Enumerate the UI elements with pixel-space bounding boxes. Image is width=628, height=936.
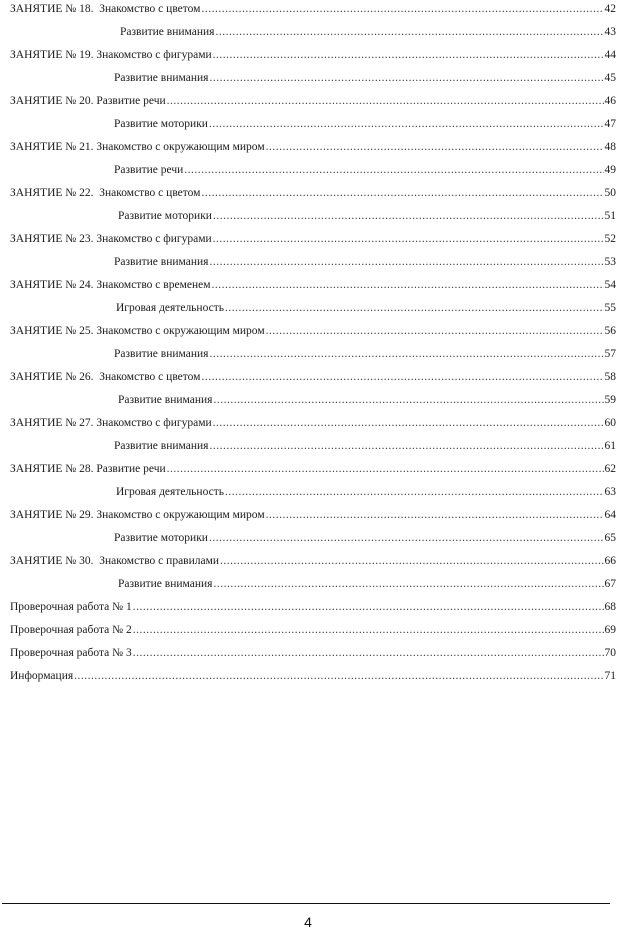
toc-subentry bbox=[118, 207, 616, 225]
toc-entry bbox=[10, 322, 616, 340]
toc-entry-label: ЗАНЯТИЕ № 26. Знакомство с цветом bbox=[10, 371, 201, 383]
toc-entry-page: 52 bbox=[604, 233, 616, 245]
toc-entry bbox=[10, 644, 616, 662]
toc-entry-label: ЗАНЯТИЕ № 18. Знакомство с цветом bbox=[10, 3, 201, 15]
toc-entry-label: ЗАНЯТИЕ № 21. Знакомство с окружающим миром bbox=[10, 141, 265, 153]
toc-subentry bbox=[114, 115, 616, 133]
toc-entry-page: 69 bbox=[604, 624, 616, 636]
toc-entry-page: 64 bbox=[604, 509, 616, 521]
toc-entry-page: 55 bbox=[604, 302, 616, 314]
toc-entry-label: ЗАНЯТИЕ № 28. Развитие речи bbox=[10, 463, 166, 475]
toc-entry-page: 44 bbox=[604, 49, 616, 61]
toc-entry-label: Развитие внимания bbox=[114, 440, 209, 452]
dot-leader bbox=[133, 644, 604, 662]
toc-subentry bbox=[114, 161, 616, 179]
toc-entry-label: Игровая деятельность bbox=[116, 302, 224, 314]
toc-subentry bbox=[116, 483, 616, 501]
toc-entry-label: ЗАНЯТИЕ № 25. Знакомство с окружающим миром bbox=[10, 325, 265, 337]
dot-leader bbox=[209, 529, 604, 547]
dot-leader bbox=[209, 345, 603, 363]
toc-entry-label: ЗАНЯТИЕ № 23. Знакомство с фигурами bbox=[10, 233, 212, 245]
dot-leader bbox=[201, 368, 603, 386]
dot-leader bbox=[184, 161, 603, 179]
dot-leader bbox=[201, 0, 603, 18]
toc-entry-page: 47 bbox=[604, 118, 616, 130]
toc-entry-label: Развитие внимания bbox=[114, 256, 209, 268]
toc-entry-label: Игровая деятельность bbox=[116, 486, 224, 498]
toc-entry bbox=[10, 506, 616, 524]
toc-entry-page: 66 bbox=[604, 555, 616, 567]
toc-entry-page: 49 bbox=[604, 164, 616, 176]
toc-entry-page: 63 bbox=[604, 486, 616, 498]
toc-entry-page: 65 bbox=[604, 532, 616, 544]
toc-entry bbox=[10, 230, 616, 248]
dot-leader bbox=[225, 299, 604, 317]
toc-entry bbox=[10, 667, 616, 685]
dot-leader bbox=[209, 115, 604, 133]
toc-entry-page: 53 bbox=[604, 256, 616, 268]
toc-entry bbox=[10, 92, 616, 110]
toc-entry-page: 68 bbox=[604, 601, 616, 613]
dot-leader bbox=[212, 276, 604, 294]
dot-leader bbox=[213, 575, 603, 593]
page-number: 4 bbox=[304, 914, 312, 930]
dot-leader bbox=[167, 92, 604, 110]
toc-subentry bbox=[118, 391, 616, 409]
toc-entry bbox=[10, 46, 616, 64]
dot-leader bbox=[201, 184, 603, 202]
dot-leader bbox=[209, 437, 603, 455]
dot-leader bbox=[213, 46, 604, 64]
toc-entry-label: Проверочная работа № 2 bbox=[10, 624, 132, 636]
toc-subentry bbox=[120, 23, 616, 41]
toc-entry-label: ЗАНЯТИЕ № 29. Знакомство с окружающим миром bbox=[10, 509, 265, 521]
toc-entry-page: 48 bbox=[604, 141, 616, 153]
toc-entry bbox=[10, 414, 616, 432]
dot-leader bbox=[215, 23, 603, 41]
toc-entry-page: 46 bbox=[604, 95, 616, 107]
toc-entry-page: 54 bbox=[604, 279, 616, 291]
toc-entry bbox=[10, 598, 616, 616]
toc-entry-label: ЗАНЯТИЕ № 19. Знакомство с фигурами bbox=[10, 49, 212, 61]
toc-subentry bbox=[114, 437, 616, 455]
toc-entry bbox=[10, 552, 616, 570]
toc-entry-label: Развитие моторики bbox=[114, 118, 208, 130]
toc-entry-label: ЗАНЯТИЕ № 24. Знакомство с временем bbox=[10, 279, 211, 291]
toc-entry bbox=[10, 184, 616, 202]
toc-entry-page: 67 bbox=[604, 578, 616, 590]
toc-subentry bbox=[118, 575, 616, 593]
toc-entry-page: 56 bbox=[604, 325, 616, 337]
toc-entry-label: Развитие внимания bbox=[118, 394, 213, 406]
toc-entry-page: 70 bbox=[604, 647, 616, 659]
dot-leader bbox=[220, 552, 603, 570]
dot-leader bbox=[213, 391, 603, 409]
dot-leader bbox=[266, 138, 604, 156]
toc-entry-label: Развитие моторики bbox=[114, 532, 208, 544]
toc-entry-label: Информация bbox=[10, 670, 74, 682]
dot-leader bbox=[213, 207, 604, 225]
dot-leader bbox=[133, 621, 604, 639]
toc-entry-label: ЗАНЯТИЕ № 20. Развитие речи bbox=[10, 95, 166, 107]
toc-entry-label: ЗАНЯТИЕ № 22. Знакомство с цветом bbox=[10, 187, 201, 199]
toc-entry-page: 61 bbox=[604, 440, 616, 452]
toc-subentry bbox=[114, 529, 616, 547]
toc-entry-page: 57 bbox=[604, 348, 616, 360]
toc-entry-page: 42 bbox=[604, 3, 616, 15]
toc-entry-label: ЗАНЯТИЕ № 30. Знакомство с правилами bbox=[10, 555, 220, 567]
toc-entry-label: ЗАНЯТИЕ № 27. Знакомство с фигурами bbox=[10, 417, 212, 429]
toc-entry-label: Развитие речи bbox=[114, 164, 184, 176]
toc-entry-page: 51 bbox=[604, 210, 616, 222]
dot-leader bbox=[225, 483, 604, 501]
footer-divider bbox=[2, 903, 610, 904]
toc-entry-label: Развитие внимания bbox=[114, 72, 209, 84]
toc-subentry bbox=[114, 253, 616, 271]
dot-leader bbox=[167, 460, 604, 478]
dot-leader bbox=[213, 230, 604, 248]
toc-entry-label: Проверочная работа № 1 bbox=[10, 601, 132, 613]
toc-entry-label: Развитие моторики bbox=[118, 210, 212, 222]
toc-entry-label: Проверочная работа № 3 bbox=[10, 647, 132, 659]
toc-entry bbox=[10, 460, 616, 478]
toc-entry bbox=[10, 276, 616, 294]
dot-leader bbox=[133, 598, 604, 616]
toc-entry bbox=[10, 0, 616, 18]
dot-leader bbox=[209, 69, 603, 87]
toc-entry-page: 62 bbox=[604, 463, 616, 475]
toc-entry-label: Развитие внимания bbox=[120, 26, 215, 38]
toc-entry-page: 43 bbox=[604, 26, 616, 38]
toc-subentry bbox=[114, 69, 616, 87]
toc-entry-label: Развитие внимания bbox=[118, 578, 213, 590]
dot-leader bbox=[266, 506, 604, 524]
toc-entry-page: 71 bbox=[604, 670, 616, 682]
toc-entry-page: 60 bbox=[604, 417, 616, 429]
toc-entry bbox=[10, 621, 616, 639]
toc-entry-page: 59 bbox=[604, 394, 616, 406]
toc-entry-label: Развитие внимания bbox=[114, 348, 209, 360]
dot-leader bbox=[266, 322, 604, 340]
dot-leader bbox=[74, 667, 603, 685]
toc-subentry bbox=[114, 345, 616, 363]
dot-leader bbox=[209, 253, 603, 271]
toc-entry bbox=[10, 368, 616, 386]
toc-subentry bbox=[116, 299, 616, 317]
toc-entry-page: 45 bbox=[604, 72, 616, 84]
toc-entry-page: 58 bbox=[604, 371, 616, 383]
toc-entry bbox=[10, 138, 616, 156]
dot-leader bbox=[213, 414, 604, 432]
toc-entry-page: 50 bbox=[604, 187, 616, 199]
